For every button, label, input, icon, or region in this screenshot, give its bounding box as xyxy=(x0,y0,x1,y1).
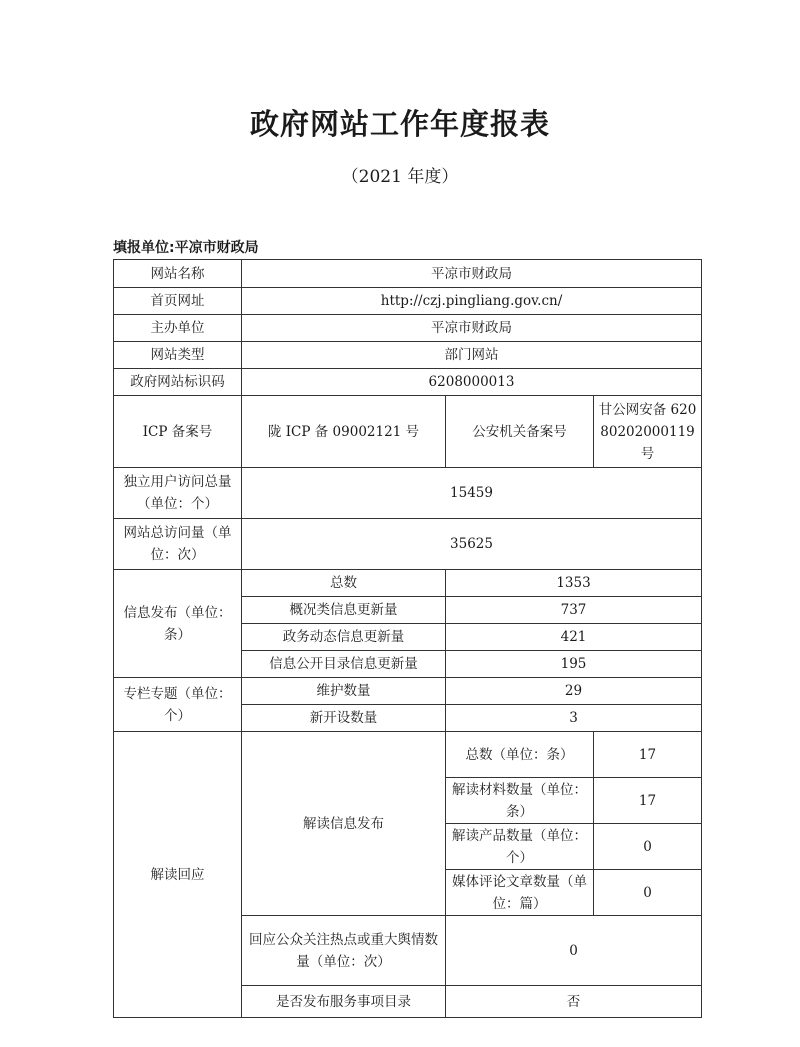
site-code-value: 6208000013 xyxy=(242,369,702,396)
columns-label: 专栏专题（单位：个） xyxy=(114,678,242,732)
page-title: 政府网站工作年度报表 xyxy=(249,107,550,141)
table-row xyxy=(114,288,702,315)
icp-label: ICP 备案号 xyxy=(114,396,242,468)
interp-row-value: 17 xyxy=(594,732,702,778)
interp-row-value: 0 xyxy=(594,824,702,870)
table-row xyxy=(114,260,702,288)
homepage-value: http://czj.pingliang.gov.cn/ xyxy=(242,288,702,315)
sponsor-value: 平凉市财政局 xyxy=(242,315,702,342)
info-row-value: 421 xyxy=(446,624,702,651)
table-row xyxy=(114,315,702,342)
police-record-value: 甘公网安备 62080202000119 号 xyxy=(594,396,702,468)
table-row xyxy=(114,369,702,396)
columns-row-value: 29 xyxy=(446,678,702,705)
site-name-label: 网站名称 xyxy=(114,260,242,288)
interpretation-publish-label: 解读信息发布 xyxy=(242,732,446,916)
report-table xyxy=(113,259,702,1018)
report-year: （2021 年度） xyxy=(341,167,459,187)
info-row-label: 概况类信息更新量 xyxy=(242,597,446,624)
interp-row-label: 解读产品数量（单位：个） xyxy=(446,824,594,870)
info-row-value: 737 xyxy=(446,597,702,624)
page-views-label: 网站总访问量（单位：次） xyxy=(114,519,242,570)
info-publish-label: 信息发布（单位：条） xyxy=(114,570,242,678)
interp-row-label: 解读材料数量（单位：条） xyxy=(446,778,594,824)
interpretation-label: 解读回应 xyxy=(114,732,242,1018)
table-row xyxy=(114,732,702,778)
table-row xyxy=(114,678,702,705)
site-type-value: 部门网站 xyxy=(242,342,702,369)
interp-row-value: 17 xyxy=(594,778,702,824)
info-row-label: 政务动态信息更新量 xyxy=(242,624,446,651)
table-row xyxy=(114,468,702,519)
columns-row-label: 新开设数量 xyxy=(242,705,446,732)
table-row xyxy=(114,570,702,597)
service-catalog-label: 是否发布服务事项目录 xyxy=(242,986,446,1018)
table-row xyxy=(114,396,702,468)
site-name-value: 平凉市财政局 xyxy=(242,260,702,288)
unique-visitors-label: 独立用户访问总量（单位：个） xyxy=(114,468,242,519)
service-catalog-value: 否 xyxy=(446,986,702,1018)
sponsor-label: 主办单位 xyxy=(114,315,242,342)
site-type-label: 网站类型 xyxy=(114,342,242,369)
police-record-label: 公安机关备案号 xyxy=(446,396,594,468)
filing-unit: 填报单位:平凉市财政局 xyxy=(113,240,259,256)
page-views-value: 35625 xyxy=(242,519,702,570)
unique-visitors-value: 15459 xyxy=(242,468,702,519)
table-row xyxy=(114,519,702,570)
columns-row-label: 维护数量 xyxy=(242,678,446,705)
info-row-label: 信息公开目录信息更新量 xyxy=(242,651,446,678)
info-row-value: 1353 xyxy=(446,570,702,597)
columns-row-value: 3 xyxy=(446,705,702,732)
interp-row-value: 0 xyxy=(594,870,702,916)
homepage-label: 首页网址 xyxy=(114,288,242,315)
site-code-label: 政府网站标识码 xyxy=(114,369,242,396)
response-label: 回应公众关注热点或重大舆情数量（单位：次） xyxy=(242,916,446,986)
interp-row-label: 媒体评论文章数量（单位：篇） xyxy=(446,870,594,916)
table-row xyxy=(114,342,702,369)
info-row-label: 总数 xyxy=(242,570,446,597)
interp-row-label: 总数（单位：条） xyxy=(446,732,594,778)
info-row-value: 195 xyxy=(446,651,702,678)
icp-value: 陇 ICP 备 09002121 号 xyxy=(242,396,446,468)
response-value: 0 xyxy=(446,916,702,986)
